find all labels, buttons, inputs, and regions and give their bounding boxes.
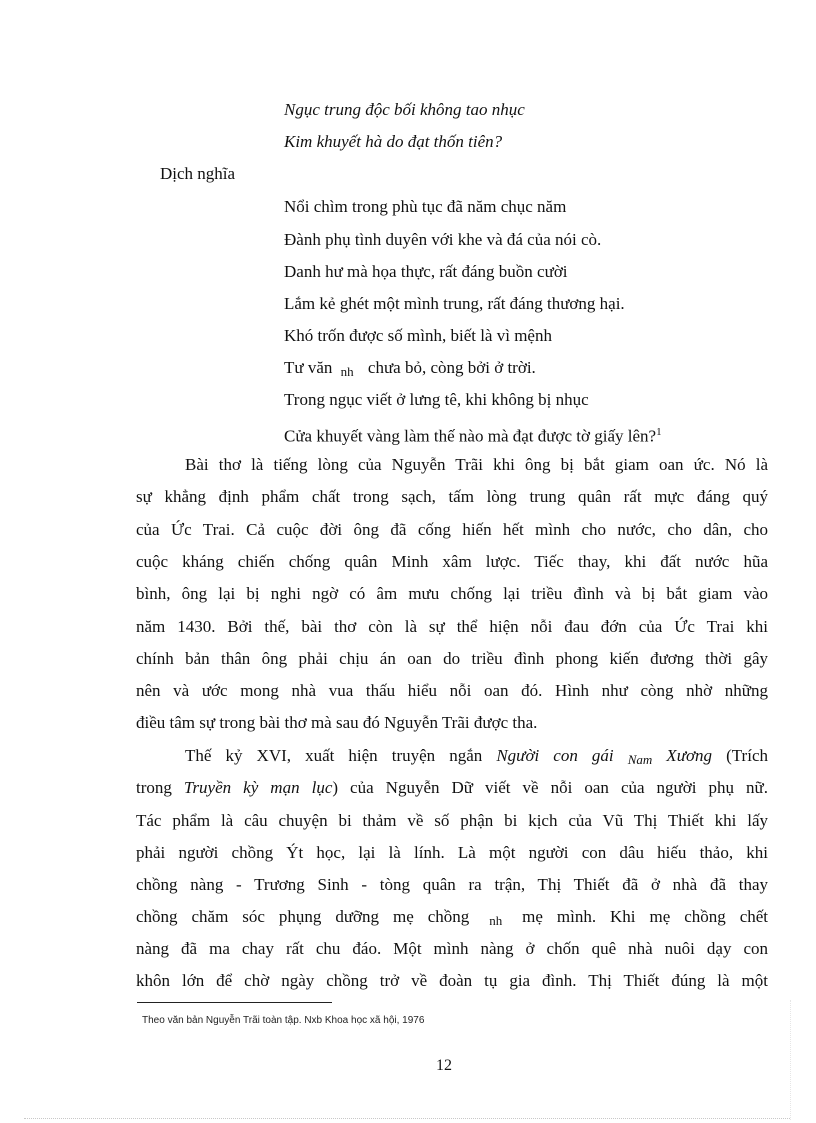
paragraph-1-line-1: Bài thơ là tiếng lòng của Nguyễn Trãi khi ông bị bắt giam oan ức. Nó là bbox=[185, 455, 768, 474]
paragraph-1-line-4: cuộc kháng chiến chống quân Minh xâm lược. Tiếc thay, khi đất nước hũa bbox=[136, 552, 768, 571]
story-title-part-2: Nam bbox=[627, 752, 653, 767]
paragraph-2-line-6-end: mẹ mình. Khi mẹ chồng chết bbox=[522, 907, 769, 926]
paragraph-2-line-6-start: chồng chăm sóc phụng dưỡng mẹ chồng bbox=[136, 907, 470, 926]
translation-line-4: Lắm kẻ ghét một mình trung, rất đáng thương hại. bbox=[284, 294, 625, 313]
translation-line-1: Nổi chìm trong phù tục đã năm chục năm bbox=[284, 197, 567, 216]
page-right-border bbox=[790, 1000, 791, 1120]
paragraph-2-line-5: chồng nàng - Trương Sinh - tòng quân ra trận, Thị Thiết đã ở nhà đã thay bbox=[136, 875, 768, 894]
paragraph-2-line-6-fragment: nh bbox=[489, 913, 503, 928]
paragraph-1-line-9: điều tâm sự trong bài thơ mà sau đó Nguyễn Trãi được tha. bbox=[136, 713, 538, 732]
story-title-part-3: Xương bbox=[652, 746, 713, 765]
paragraph-2-line-6 bbox=[136, 906, 768, 929]
story-title-part-1: Người con gái bbox=[496, 746, 628, 765]
paragraph-2-line-1-end: (Trích bbox=[712, 746, 768, 765]
footnote-mark: 1 bbox=[656, 426, 662, 438]
translation-line-3: Danh hư mà họa thực, rất đáng buồn cười bbox=[284, 262, 568, 281]
translation-line-2: Đành phụ tình duyên với khe và đá của nói cò. bbox=[284, 230, 602, 249]
translation-line-8-text: Cửa khuyết vàng làm thế nào mà đạt được tờ giấy lên? bbox=[284, 426, 657, 446]
paragraph-2-line-8: khôn lớn để chờ ngày chồng trở về đoàn tụ gia đình. Thị Thiết đúng là một bbox=[136, 971, 768, 990]
translation-line-5: Khó trốn được số mình, biết là vì mệnh bbox=[284, 326, 552, 345]
paragraph-1-line-6: năm 1430. Bởi thế, bài thơ còn là sự thể hiện nỗi đau đớn của Ức Trai khi bbox=[136, 617, 768, 636]
paragraph-1-line-2: sự khẳng định phẩm chất trong sạch, tấm lòng trung quân rất mực đáng quý bbox=[136, 487, 768, 506]
paragraph-2-line-1-start: Thế kỷ XVI, xuất hiện truyện ngắn bbox=[185, 746, 497, 765]
paragraph-2-line-2-end: ) của Nguyễn Dữ viết về nỗi oan của người phụ nữ. bbox=[332, 778, 768, 797]
page-bottom-border bbox=[24, 1118, 790, 1119]
book-title: Truyền kỳ mạn lục bbox=[183, 778, 333, 797]
footnote-separator bbox=[137, 1002, 332, 1003]
translation-line-6 bbox=[284, 357, 536, 380]
paragraph-2-line-2 bbox=[136, 777, 768, 799]
translation-heading: Dịch nghĩa bbox=[160, 164, 236, 183]
paragraph-2-line-1 bbox=[185, 745, 768, 768]
translation-line-7: Trong ngục viết ở lưng tê, khi không bị nhục bbox=[284, 390, 589, 409]
paragraph-2-line-3: Tác phẩm là câu chuyện bi thảm về số phận bi kịch của Vũ Thị Thiết khi lấy bbox=[136, 811, 768, 830]
translation-line-6-start: Tư văn bbox=[284, 358, 333, 377]
translation-line-6-fragment: nh bbox=[340, 364, 354, 379]
footnote-text: Theo văn bản Nguyễn Trãi toàn tập. Nxb Khoa học xã hội, 1976 bbox=[142, 1015, 425, 1026]
paragraph-1-line-5: bình, ông lại bị nghi ngờ có âm mưu chống lại triều đình và bị bắt giam vào bbox=[136, 584, 768, 603]
paragraph-2-line-4: phải người chồng Ýt học, lại là lính. Là một người con dâu hiếu thảo, khi bbox=[136, 843, 768, 862]
paragraph-1-line-7: chính bản thân ông phải chịu án oan do triều đình phong kiến đương thời gây bbox=[136, 649, 768, 668]
paragraph-1-line-3: của Ức Trai. Cả cuộc đời ông đã cống hiến hết mình cho nước, cho dân, cho bbox=[136, 520, 768, 539]
paragraph-2-line-7: nàng đã ma chay rất chu đáo. Một mình nàng ở chốn quê nhà nuôi dạy con bbox=[136, 939, 768, 958]
poem-original-line-1: Ngục trung độc bối không tao nhục bbox=[284, 100, 525, 119]
translation-line-6-end: chưa bỏ, còng bởi ở trời. bbox=[367, 358, 536, 377]
translation-line-8 bbox=[284, 421, 662, 448]
poem-original-line-2: Kim khuyết hà do đạt thốn tiên? bbox=[284, 132, 503, 151]
paragraph-2-line-2-start: trong bbox=[136, 778, 184, 797]
page-number: 12 bbox=[436, 1057, 452, 1074]
paragraph-1-line-8: nên và ước mong nhà vua thấu hiểu nỗi oan đó. Hình như còng nhờ những bbox=[136, 681, 768, 700]
